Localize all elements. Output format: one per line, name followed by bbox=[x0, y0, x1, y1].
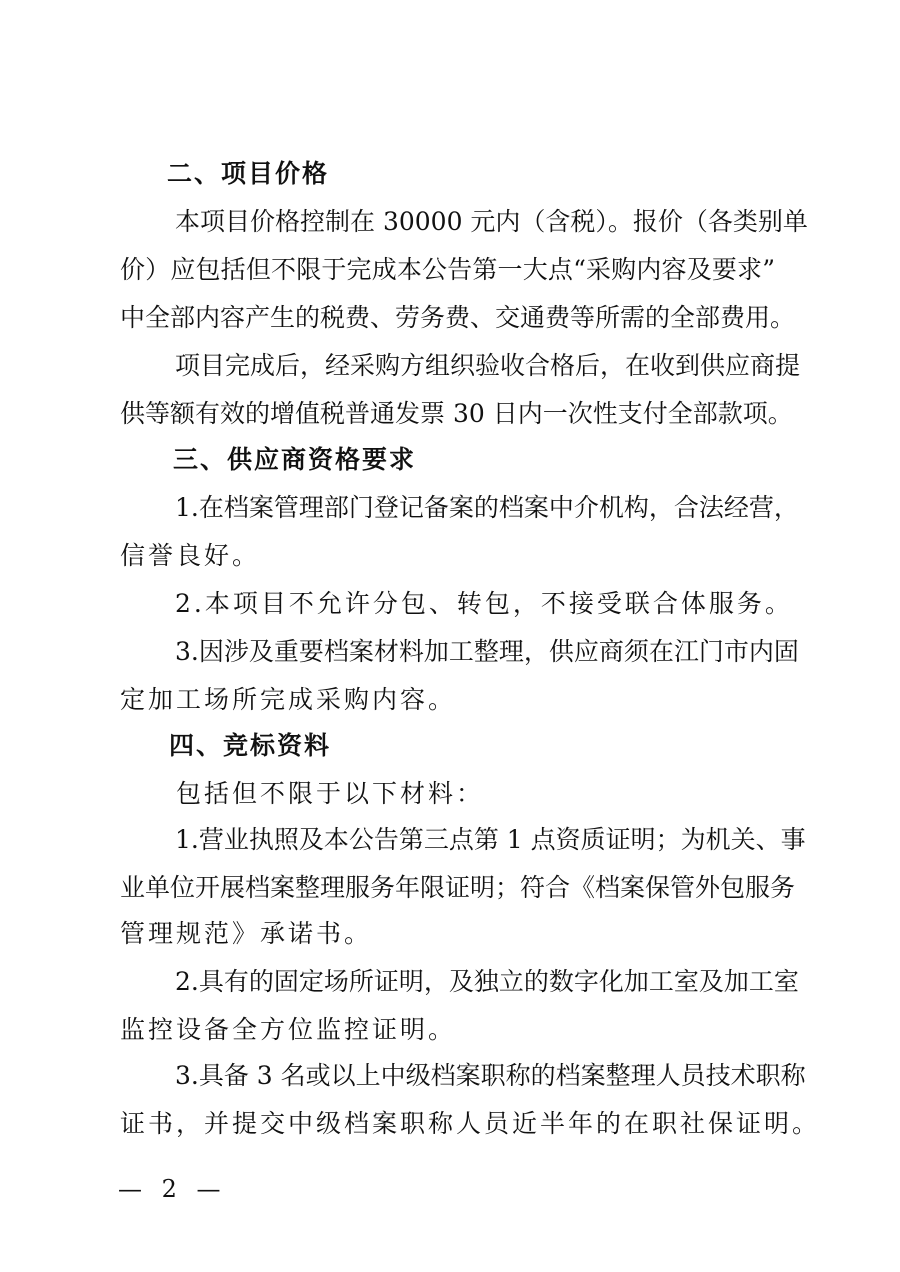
price-para1-line2: 价）应包括但不限于完成本公告第一大点“采购内容及要求” bbox=[120, 255, 775, 284]
materials-item3-line1: 3.具备 3 名或以上中级档案职称的档案整理人员技术职称 bbox=[175, 1061, 806, 1090]
price-para2-line1: 项目完成后，经采购方组织验收合格后，在收到供应商提 bbox=[175, 351, 801, 380]
price-para1-line1: 本项目价格控制在 30000 元内（含税）。报价（各类别单 bbox=[175, 207, 808, 236]
materials-item1-line2: 业单位开展档案整理服务年限证明；符合《档案保管外包服务 bbox=[120, 873, 796, 902]
qualification-item1-line2: 信誉良好。 bbox=[120, 541, 261, 570]
qualification-item3-line2: 定加工场所完成采购内容。 bbox=[120, 685, 457, 714]
page-number: — 2 — bbox=[118, 1175, 227, 1203]
qualification-item3-line1: 3.因涉及重要档案材料加工整理，供应商须在江门市内固 bbox=[175, 637, 799, 666]
section-heading-qualification: 三、供应商资格要求 bbox=[173, 445, 417, 474]
materials-item1-line1: 1.营业执照及本公告第三点第 1 点资质证明；为机关、事 bbox=[175, 825, 806, 854]
materials-item2-line1: 2.具有的固定场所证明，及独立的数字化加工室及加工室 bbox=[175, 967, 799, 996]
price-para1-line3: 中全部内容产生的税费、劳务费、交通费等所需的全部费用。 bbox=[120, 303, 796, 332]
price-para2-line2: 供等额有效的增值税普通发票 30 日内一次性支付全部款项。 bbox=[120, 399, 793, 428]
qualification-item2: 2.本项目不允许分包、转包，不接受联合体服务。 bbox=[175, 589, 793, 618]
materials-intro: 包括但不限于以下材料： bbox=[176, 779, 485, 808]
materials-item3-line2: 证书，并提交中级档案职称人员近半年的在职社保证明。 bbox=[120, 1109, 821, 1138]
materials-item1-line3: 管理规范》承诺书。 bbox=[120, 919, 373, 948]
materials-item2-line2: 监控设备全方位监控证明。 bbox=[120, 1015, 457, 1044]
qualification-item1-line1: 1.在档案管理部门登记备案的档案中介机构，合法经营， bbox=[175, 493, 799, 522]
section-heading-materials: 四、竞标资料 bbox=[169, 731, 332, 760]
section-heading-price: 二、项目价格 bbox=[167, 159, 330, 188]
